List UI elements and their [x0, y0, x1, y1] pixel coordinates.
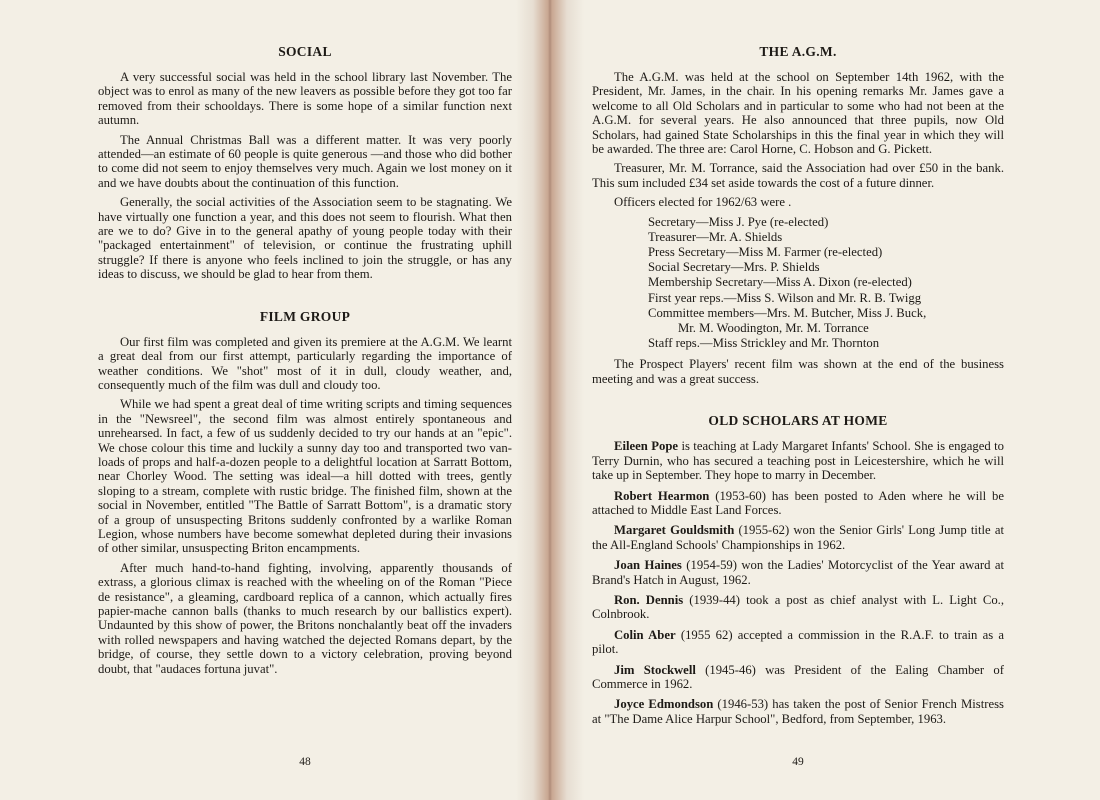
right-page	[550, 0, 1100, 800]
officer-item: Press Secretary—Miss M. Farmer (re-elected)	[648, 245, 883, 260]
agm-paragraph: Treasurer, Mr. M. Torrance, said the Association had over £50 in the bank. This sum included £34 set aside towards the cost of a future dinner.	[592, 161, 1004, 190]
officers-list	[592, 215, 1004, 352]
old-scholars-section	[592, 413, 1004, 726]
social-heading: SOCIAL	[278, 44, 332, 59]
officer-item-committee	[592, 306, 1004, 336]
scholar-text: (1939-44) took a post as chief analyst with L. Light Co., Colnbrook.	[592, 592, 1005, 622]
film-group-section	[98, 309, 512, 676]
page-number: 48	[299, 756, 311, 768]
social-section	[98, 44, 512, 282]
officer-item: Treasurer—Mr. A. Shields	[648, 229, 783, 244]
scholar-text: (1953-60) has been posted to Aden where he will be attached to Middle East Land Forces.	[592, 488, 1004, 517]
officer-item-continuation: Mr. M. Woodington, Mr. M. Torrance	[678, 321, 869, 336]
film-group-heading: FILM GROUP	[259, 308, 351, 324]
scholar-name: Joan Haines	[614, 558, 682, 573]
officer-item: Secretary—Miss J. Pye (re-elected)	[648, 214, 829, 229]
agm-section	[592, 44, 1004, 386]
scholar-text: (1955-62) won the Senior Girls' Long Jump title at the All-England Schools' Championships in 1962.	[592, 523, 1004, 552]
film-group-paragraph: After much hand-to-hand fighting, involving, apparently thousands of extrass, a glorious climax is reached with the wheeling on of the Roman "Piece de resistance", a gleaming, cardboard replica of a cannon, which actually fires papier-mache cannon balls (thanks to much research by our ballistics expert). Undaunted by this show of power, the Britons nonchalantly beat off the invaders with rolled newspapers and having watched the dejected Romans depart, by the bridge, of course, they settle down to a victory celebration, proving beyond doubt, that "audaces fortuna juvat".	[98, 560, 512, 676]
agm-paragraph: The A.G.M. was held at the school on September 14th 1962, with the President, Mr. James, in the chair. In his opening remarks Mr. James gave a welcome to all Old Scholars and in particular to some who had not been at the A.G.M. for several years. He also announced that three pupils, now Old Scholars, had gained State Scholarships in this the final year in which they will be awarded. The three are: Carol Horne, C. Hobson and G. Pickett.	[592, 70, 1004, 157]
agm-closing: The Prospect Players' recent film was shown at the end of the business meeting and was a great success.	[592, 357, 1004, 386]
scholar-text: (1955 62) accepted a commission in the R.A.F. to train as a pilot.	[592, 627, 1004, 657]
officer-item: Social Secretary—Mrs. P. Shields	[648, 260, 820, 275]
old-scholars-heading: OLD SCHOLARS AT HOME	[708, 413, 888, 429]
scholar-name: Margaret Gouldsmith	[614, 523, 735, 538]
social-paragraph: A very successful social was held in the school library last November. The object was to enrol as many of the new leavers as possible before they got too far removed from their schooldays. There is some hope of a similar function next autumn.	[98, 70, 512, 128]
officer-item-label: Committee members—Mrs. M. Butcher, Miss J. Buck,	[648, 305, 927, 320]
film-group-paragraph: Our first film was completed and given its premiere at the A.G.M. We learnt a great deal from our first attempt, particularly regarding the importance of weather conditions. We "shot" most of it in dull, cloudy weather, and, consequently much of the film was dull and cloudy too.	[98, 334, 512, 392]
scholar-text: (1954-59) won the Ladies' Motorcyclist of the Year award at Brand's Hatch in August, 1962.	[592, 558, 1004, 587]
scholar-text: (1946-53) has taken the post of Senior French Mistress at "The Dame Alice Harpur School", Bedford, from September, 1963.	[592, 697, 1004, 726]
scholar-name: Eileen Pope	[614, 439, 679, 454]
scholar-name: Colin Aber	[614, 627, 676, 642]
social-paragraph: The Annual Christmas Ball was a different matter. It was very poorly attended—an estimate of 60 people is quite generous —and those who did bother to come did not seem to enjoy themselves very much. Again we lost money on it and we have doubts about the continuation of this function.	[98, 132, 512, 190]
scholar-entry	[592, 489, 1004, 518]
officer-item: Membership Secretary—Miss A. Dixon (re-elected)	[648, 275, 912, 290]
scholar-name: Joyce Edmondson	[614, 697, 714, 712]
scholar-entry	[592, 663, 1004, 692]
scholar-entry	[592, 593, 1004, 622]
officer-item: Staff reps.—Miss Strickley and Mr. Thornton	[648, 336, 880, 351]
scholar-text: is teaching at Lady Margaret Infants' School. She is engaged to Terry Durnin, who has secured a teaching post in Leicestershire, which he will take up in September. They hope to marry in December.	[592, 439, 1004, 483]
scholar-entry	[592, 439, 1004, 482]
social-paragraph: Generally, the social activities of the Association seem to be stagnating. We have virtually one function a year, and this does not seem to flourish. What then are we to do? Give in to the general apathy of young people today with their "packaged entertainment" of television, or continue the frustrating uphill struggle? If there is anyone who feels inclined to join the struggle, or has any ideas to discuss, we should be glad to hear from them.	[98, 195, 512, 282]
scholar-entry	[592, 697, 1004, 726]
scholar-name: Robert Hearmon	[614, 488, 710, 503]
scholar-entry	[592, 558, 1004, 587]
agm-paragraph: Officers elected for 1962/63 were .	[614, 195, 792, 210]
officer-item: First year reps.—Miss S. Wilson and Mr. R. B. Twigg	[648, 290, 922, 305]
scholar-entry	[592, 523, 1004, 552]
scholar-entry	[592, 628, 1004, 657]
scholar-name: Jim Stockwell	[614, 662, 696, 677]
agm-heading: THE A.G.M.	[759, 44, 837, 59]
scholar-name: Ron. Dennis	[614, 592, 684, 607]
film-group-paragraph: While we had spent a great deal of time writing scripts and timing sequences in the "Newsreel", the second film was almost entirely spontaneous and unrehearsed. In fact, a few of us suddenly decided to try our hands at an "epic". We chose colour this time and luckily a sunny day too and transported two van-loads of props and half-a-dozen people to a delightful location at Sarratt Bottom, near Chorley Wood. The setting was ideal—a hill dotted with trees, gently sloping to a stream, complete with rustic bridge. The finished film, shown at the social in November, entitled "The Battle of Sarratt Bottom", is a dramatic story of a group of unsuspecting Britons suddenly confronted by a warlike Roman Legion, whose numbers have become somewhat depleted during their invasions of other similar, unsuspecting Briton encampments.	[98, 397, 512, 556]
scholar-text: (1945-46) was President of the Ealing Chamber of Commerce in 1962.	[592, 662, 1004, 691]
page-number: 49	[792, 756, 804, 768]
